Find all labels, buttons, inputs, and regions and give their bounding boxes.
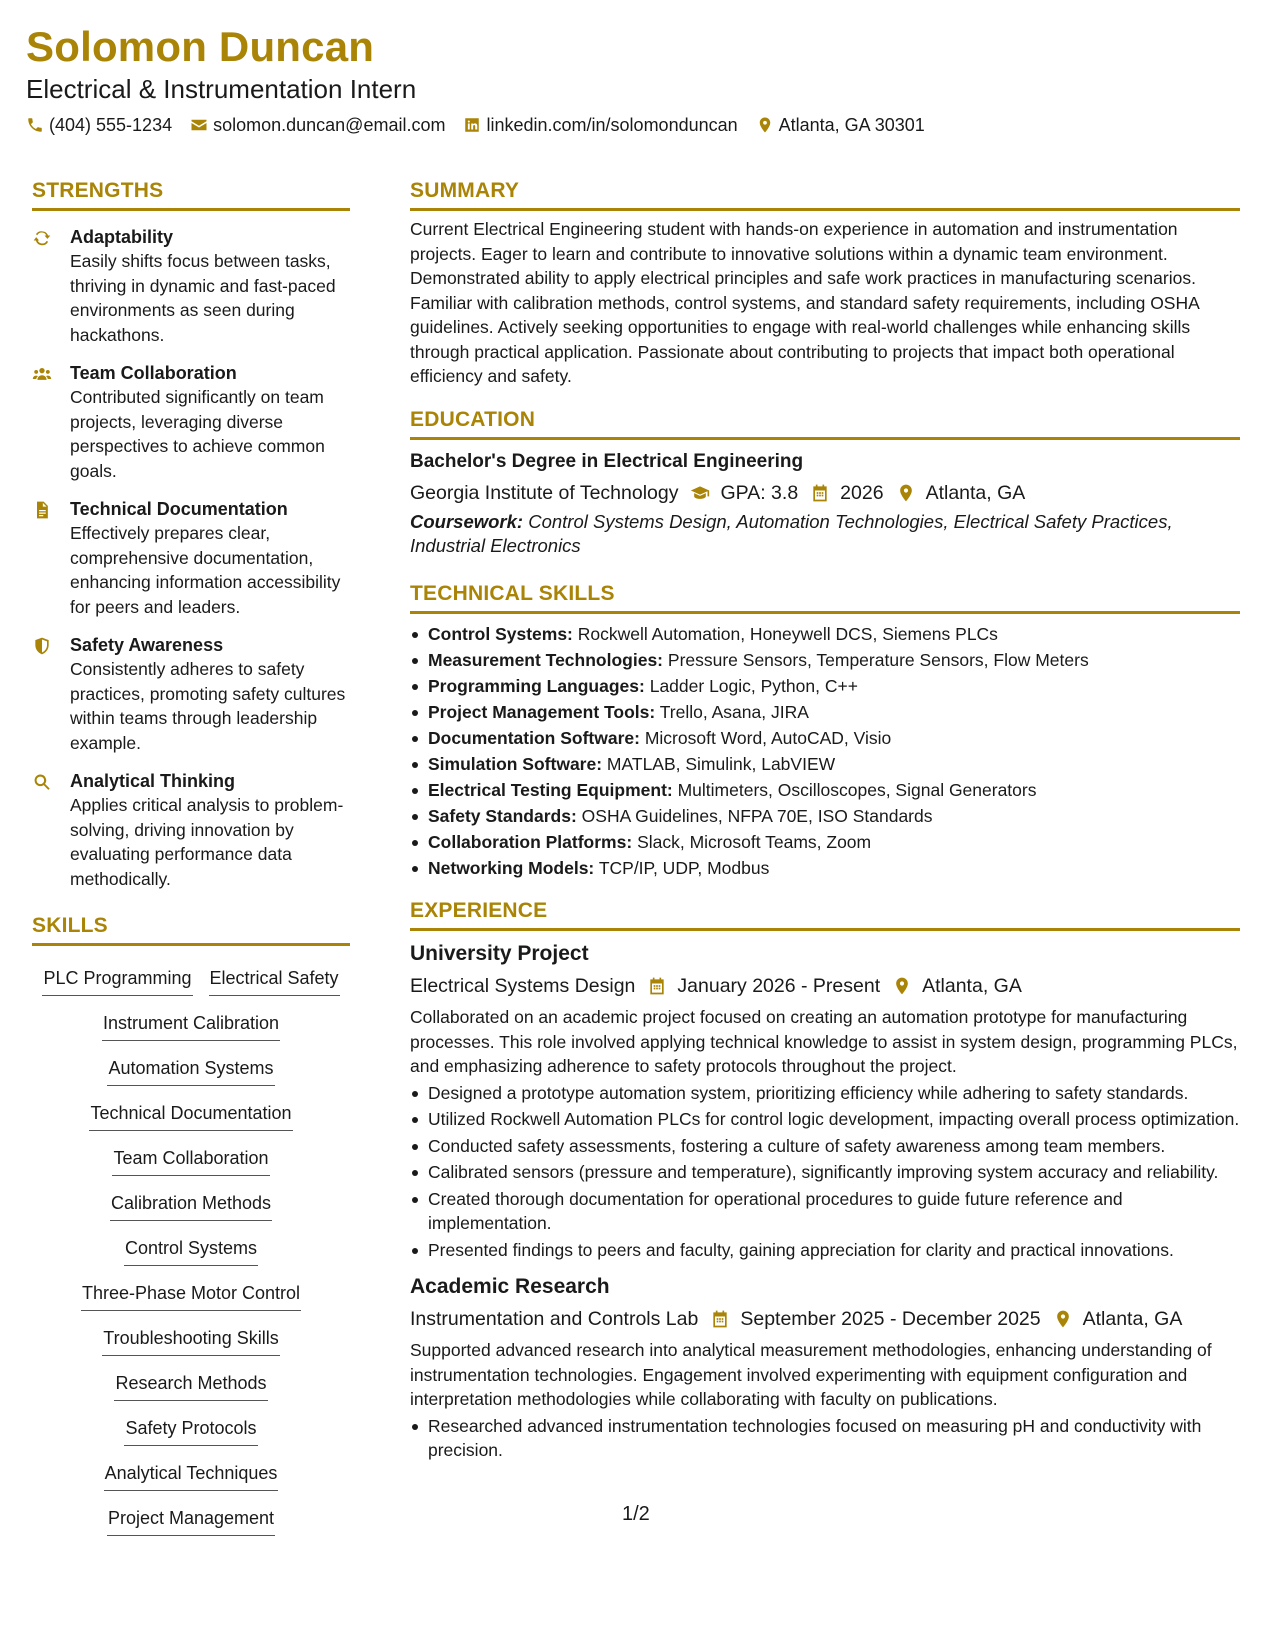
list-item: Utilized Rockwell Automation PLCs for control logic development, impacting overall process optimization. bbox=[410, 1107, 1240, 1132]
candidate-name: Solomon Duncan bbox=[26, 23, 375, 70]
search-icon bbox=[32, 772, 52, 792]
email-text: solomon.duncan@email.com bbox=[213, 115, 446, 135]
skill-tag: Automation Systems bbox=[107, 1056, 274, 1086]
left-column bbox=[32, 178, 350, 1543]
page-number: 1/2 bbox=[622, 1503, 650, 1525]
job-meta bbox=[410, 1306, 1240, 1332]
job-description: Collaborated on an academic project focused on creating an automation prototype for manufacturing processes. This role involved applying technical knowledge to assist in system design, programming PLCs, and emphasizing adherence to safety protocols throughout the project. bbox=[410, 1007, 1238, 1076]
job-description: Supported advanced research into analytical measurement methodologies, enhancing understanding of instrumentation technologies. Engagement involved experimenting with equipment configuration and interpretation methodologies while collaborating with faculty on publications. bbox=[410, 1340, 1212, 1409]
education-meta bbox=[410, 480, 1240, 506]
skill-tag: Control Systems bbox=[124, 1236, 258, 1266]
summary-heading: SUMMARY bbox=[410, 178, 1240, 211]
job-bullets bbox=[410, 1414, 1240, 1463]
technical-skills-section bbox=[410, 581, 1240, 881]
technical-skills-heading: TECHNICAL SKILLS bbox=[410, 581, 1240, 614]
coursework bbox=[410, 510, 1240, 559]
strengths-list bbox=[32, 225, 350, 891]
strength-desc: Applies critical analysis to problem-solving, driving innovation by evaluating performance data methodically. bbox=[70, 795, 344, 889]
phone-text: (404) 555-1234 bbox=[49, 115, 173, 135]
job-dates: September 2025 - December 2025 bbox=[740, 1308, 1041, 1330]
shield-icon bbox=[32, 636, 52, 656]
list-item: Calibrated sensors (pressure and temperature), significantly improving system accuracy and reliability. bbox=[410, 1160, 1240, 1185]
list-item: Project Management Tools: Trello, Asana, JIRA bbox=[410, 700, 1240, 725]
skill-tag: Project Management bbox=[107, 1506, 275, 1536]
experience-section bbox=[410, 898, 1240, 1463]
technical-skills-list bbox=[410, 622, 1240, 881]
strength-item bbox=[32, 361, 350, 483]
experience-heading: EXPERIENCE bbox=[410, 898, 1240, 931]
list-item: Simulation Software: MATLAB, Simulink, LabVIEW bbox=[410, 752, 1240, 777]
skills-list bbox=[32, 958, 350, 1543]
calendar-icon bbox=[710, 1309, 730, 1329]
map-pin-icon bbox=[1053, 1309, 1073, 1329]
strengths-heading: STRENGTHS bbox=[32, 178, 350, 211]
envelope-icon bbox=[190, 116, 208, 134]
job-org: Electrical Systems Design bbox=[410, 975, 636, 997]
list-item: Programming Languages: Ladder Logic, Python, C++ bbox=[410, 674, 1240, 699]
skill-tag: PLC Programming bbox=[42, 966, 192, 996]
graduation-cap-icon bbox=[690, 483, 710, 503]
skill-tag: Safety Protocols bbox=[124, 1416, 257, 1446]
skill-tag: Technical Documentation bbox=[89, 1101, 292, 1131]
strength-desc: Effectively prepares clear, comprehensive documentation, enhancing information accessibility for peers and leaders. bbox=[70, 523, 341, 617]
school-name: Georgia Institute of Technology bbox=[410, 481, 679, 504]
list-item: Documentation Software: Microsoft Word, AutoCAD, Visio bbox=[410, 726, 1240, 751]
list-item: Collaboration Platforms: Slack, Microsoft Teams, Zoom bbox=[410, 830, 1240, 855]
document-icon bbox=[32, 500, 52, 520]
skill-tag: Team Collaboration bbox=[112, 1146, 269, 1176]
summary-text: Current Electrical Engineering student with hands-on experience in automation and instrumentation projects. Eager to learn and contribute to innovative solutions within a dynamic team environment. Demonstrated ability to apply electrical principles and safe work practices in manufacturing scenarios. Familiar with calibration methods, control systems, and standard safety requirements, including OSHA guidelines. Actively seeking opportunities to engage with real-world challenges while enhancing skills through practical application. Passionate about contributing to projects that impact both operational efficiency and safety. bbox=[410, 219, 1199, 386]
job-org: Instrumentation and Controls Lab bbox=[410, 1308, 699, 1330]
skill-tag: Research Methods bbox=[114, 1371, 267, 1401]
list-item: Researched advanced instrumentation technologies focused on measuring pH and conductivity with precision. bbox=[410, 1414, 1240, 1463]
job-title: Academic Research bbox=[410, 1275, 610, 1298]
strength-title: Safety Awareness bbox=[70, 635, 224, 655]
phone-icon bbox=[26, 116, 44, 134]
list-item: Measurement Technologies: Pressure Sensors, Temperature Sensors, Flow Meters bbox=[410, 648, 1240, 673]
education-section bbox=[410, 407, 1240, 559]
skill-tag: Troubleshooting Skills bbox=[102, 1326, 279, 1356]
job-location: Atlanta, GA bbox=[922, 975, 1022, 997]
list-item: Safety Standards: OSHA Guidelines, NFPA 70E, ISO Standards bbox=[410, 804, 1240, 829]
gpa-text: GPA: 3.8 bbox=[720, 481, 799, 504]
contact-location bbox=[756, 114, 925, 136]
education-heading: EDUCATION bbox=[410, 407, 1240, 440]
strength-desc: Contributed significantly on team projects, leveraging diverse perspectives to achieve common goals. bbox=[70, 387, 325, 481]
skill-tag: Electrical Safety bbox=[209, 966, 340, 996]
degree-title: Bachelor's Degree in Electrical Engineering bbox=[410, 450, 804, 472]
job-bullets bbox=[410, 1081, 1240, 1263]
list-item: Networking Models: TCP/IP, UDP, Modbus bbox=[410, 856, 1240, 881]
skills-heading: SKILLS bbox=[32, 913, 350, 946]
strength-title: Technical Documentation bbox=[70, 499, 288, 519]
strength-item bbox=[32, 225, 350, 347]
coursework-label: Coursework: bbox=[410, 510, 524, 532]
calendar-icon bbox=[647, 976, 667, 996]
contact-bar bbox=[26, 114, 943, 136]
coursework-list: Control Systems Design, Automation Technologies, Electrical Safety Practices, Industrial Electronics bbox=[410, 510, 1173, 556]
job-dates: January 2026 - Present bbox=[677, 975, 881, 997]
calendar-icon bbox=[810, 483, 830, 503]
linkedin-icon bbox=[463, 116, 481, 134]
contact-phone[interactable] bbox=[26, 114, 172, 136]
skill-tag: Three-Phase Motor Control bbox=[81, 1281, 301, 1311]
strength-title: Analytical Thinking bbox=[70, 771, 236, 791]
skill-tag: Analytical Techniques bbox=[104, 1461, 279, 1491]
map-pin-icon bbox=[756, 116, 774, 134]
list-item: Electrical Testing Equipment: Multimeters, Oscilloscopes, Signal Generators bbox=[410, 778, 1240, 803]
graduation-year: 2026 bbox=[840, 481, 884, 504]
list-item: Conducted safety assessments, fostering a culture of safety awareness among team members. bbox=[410, 1134, 1240, 1159]
linkedin-text: linkedin.com/in/solomonduncan bbox=[486, 115, 738, 135]
users-icon bbox=[32, 364, 52, 384]
school-location: Atlanta, GA bbox=[925, 481, 1026, 504]
job-location: Atlanta, GA bbox=[1082, 1308, 1183, 1330]
list-item: Control Systems: Rockwell Automation, Honeywell DCS, Siemens PLCs bbox=[410, 622, 1240, 647]
strength-desc: Consistently adheres to safety practices, promoting safety cultures within teams through leadership example. bbox=[70, 659, 346, 753]
list-item: Designed a prototype automation system, prioritizing efficiency while adhering to safety standards. bbox=[410, 1081, 1240, 1106]
list-item: Presented findings to peers and faculty, gaining appreciation for clarity and practical innovations. bbox=[410, 1238, 1240, 1263]
location-text: Atlanta, GA 30301 bbox=[778, 115, 925, 135]
strength-title: Team Collaboration bbox=[70, 363, 237, 383]
contact-linkedin[interactable] bbox=[463, 114, 737, 136]
right-column bbox=[410, 178, 1240, 1465]
candidate-title: Electrical & Instrumentation Intern bbox=[26, 74, 417, 104]
sync-icon bbox=[32, 228, 52, 248]
skill-tag: Calibration Methods bbox=[110, 1191, 272, 1221]
contact-email[interactable] bbox=[190, 114, 445, 136]
strength-item bbox=[32, 497, 350, 619]
strength-title: Adaptability bbox=[70, 227, 174, 247]
job-title: University Project bbox=[410, 942, 589, 965]
strength-desc: Easily shifts focus between tasks, thriving in dynamic and fast-paced environments as seen during hackathons. bbox=[70, 251, 336, 345]
map-pin-icon bbox=[896, 483, 916, 503]
strength-item bbox=[32, 633, 350, 755]
map-pin-icon bbox=[892, 976, 912, 996]
list-item: Created thorough documentation for operational procedures to guide future reference and implementation. bbox=[410, 1187, 1240, 1236]
skill-tag: Instrument Calibration bbox=[102, 1011, 280, 1041]
job-meta bbox=[410, 973, 1240, 999]
strength-item bbox=[32, 769, 350, 891]
